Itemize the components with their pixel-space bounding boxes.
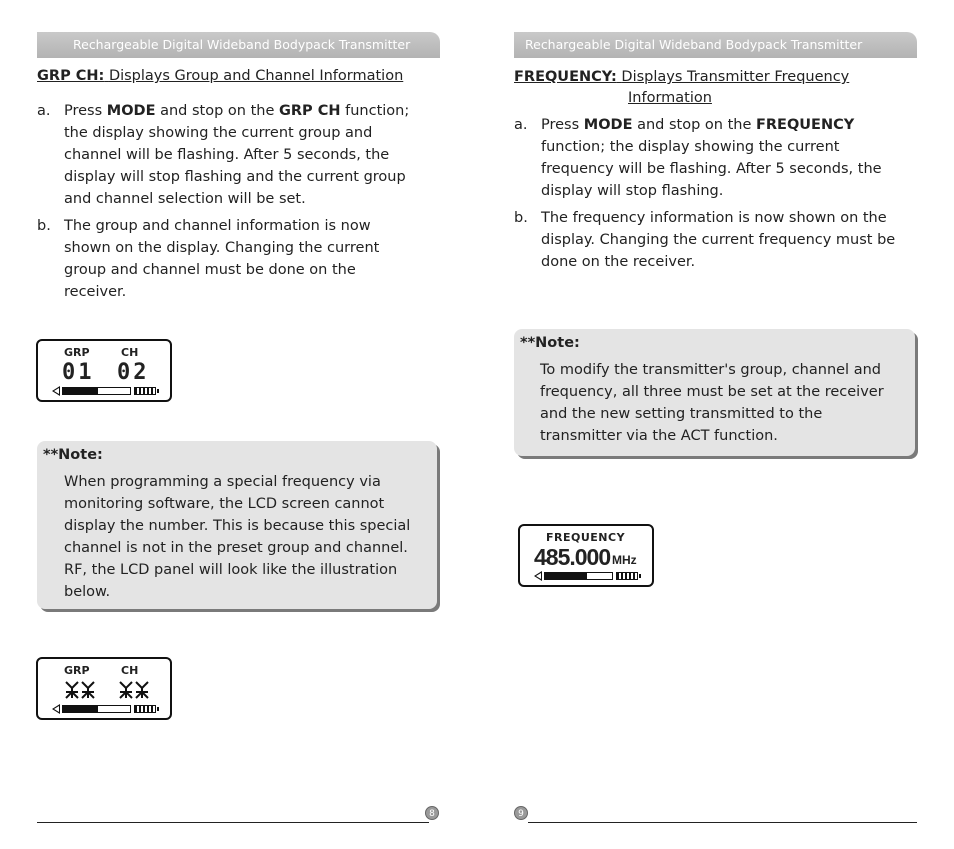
heading-desc: Displays Transmitter Frequency [621,69,850,85]
note-title: **Note: [520,335,580,351]
note-line: channel is not in the preset group and channel. [64,540,408,556]
page-number: 8 [425,806,439,820]
text-line: function; the display showing the current [541,139,840,155]
lcd-frequency-display [518,524,654,587]
page-banner: Rechargeable Digital Wideband Bodypack Transmitter [37,32,440,58]
level-bar [544,572,613,580]
page-banner: Rechargeable Digital Wideband Bodypack Transmitter [514,32,917,58]
section-heading [37,66,403,87]
grp-label: GRP [64,664,90,677]
note-box [514,329,915,456]
text-line: The group and channel information is now [64,218,371,234]
list-marker: a. [514,117,528,133]
ch-label: CH [121,664,139,677]
note-line: frequency, all three must be set at the receiver [540,384,884,400]
grp-label: GRP [64,346,90,359]
level-fill [63,706,98,712]
frequency-unit: MHz [612,553,637,567]
battery-icon [134,705,156,713]
page-number: 9 [514,806,528,820]
footer-rule [37,822,429,823]
ch-value: 02 [117,360,150,385]
text-line: Press MODE and stop on the FREQUENCY [541,117,855,133]
battery-icon [134,387,156,395]
battery-icon [616,572,638,580]
ch-label: CH [121,346,139,359]
text-line: Press MODE and stop on the GRP CH function; [64,103,410,119]
speaker-icon [52,704,60,714]
note-line: below. [64,584,111,600]
note-line: transmitter via the ACT function. [540,428,778,444]
note-box [37,441,437,609]
text-line: receiver. [64,284,127,300]
note-line: When programming a special frequency via [64,474,381,490]
text-line: display will stop flashing and the current group [64,169,406,185]
grp-value: 01 [62,360,95,385]
heading-term: GRP CH: [37,68,105,84]
text-line: display will stop flashing. [541,183,724,199]
level-bar [62,387,131,395]
heading-term: FREQUENCY: [514,69,617,85]
note-line: display the number. This is because this special [64,518,411,534]
section-heading [514,67,934,109]
lcd-grp-ch-display [36,339,172,402]
note-line: monitoring software, the LCD screen cannot [64,496,385,512]
note-line: and the new setting transmitted to the [540,406,823,422]
text-line: channel will be flashing. After 5 seconds, the [64,147,390,163]
heading-desc-cont: Information [628,90,712,106]
text-line: display. Changing the current frequency must be [541,232,896,248]
list-marker: b. [514,210,528,226]
frequency-label: FREQUENCY [546,531,626,544]
speaker-icon [52,386,60,396]
note-line: To modify the transmitter's group, channel and [540,362,881,378]
lcd-special-channel-display [36,657,172,720]
text-line: The frequency information is now shown on the [541,210,887,226]
list-marker: b. [37,218,51,234]
level-fill [545,573,587,579]
list-marker: a. [37,103,51,119]
note-line: RF, the LCD panel will look like the illustration [64,562,398,578]
level-bar [62,705,131,713]
text-line: shown on the display. Changing the current [64,240,380,256]
footer-rule [528,822,917,823]
level-fill [63,388,98,394]
text-line: group and channel must be done on the [64,262,356,278]
text-line: frequency will be flashing. After 5 seconds, the [541,161,882,177]
text-line: and channel selection will be set. [64,191,306,207]
special-segments-ch-icon [118,680,150,700]
special-segments-grp-icon [64,680,96,700]
speaker-icon [534,571,542,581]
text-line: the display showing the current group and [64,125,373,141]
heading-desc: Displays Group and Channel Information [108,68,404,84]
text-line: done on the receiver. [541,254,696,270]
right-page [477,0,954,849]
frequency-value: 485.000 [534,544,611,570]
note-title: **Note: [43,447,103,463]
